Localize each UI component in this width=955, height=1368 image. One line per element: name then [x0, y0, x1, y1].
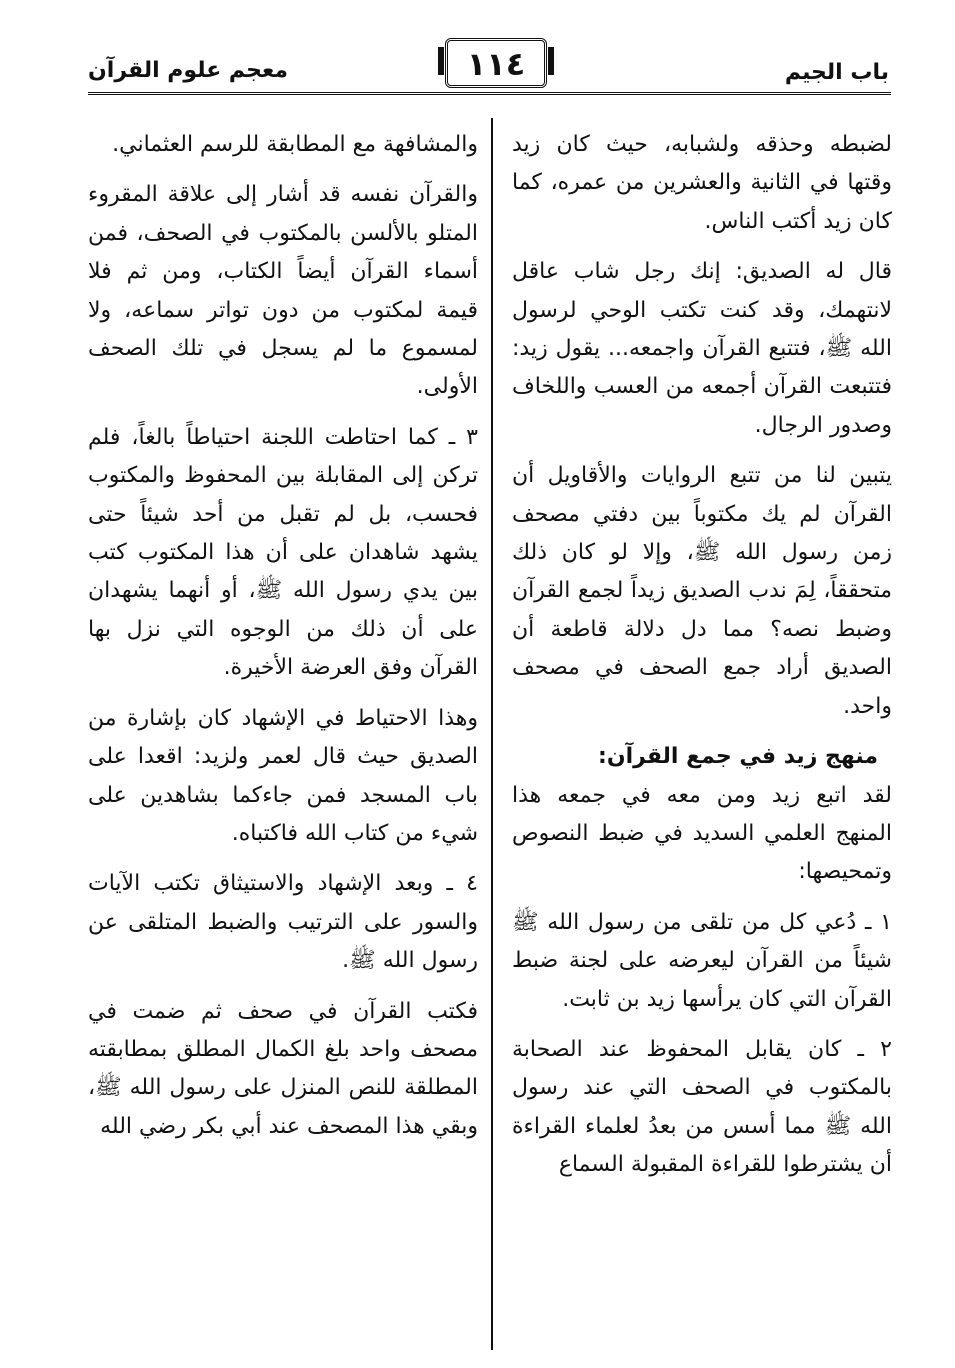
right-column	[512, 126, 892, 1197]
paragraph: لقد اتبع زيد ومن معه في جمعه هذا المنهج العلمي السديد في ضبط النصوص وتمحيصها:	[512, 782, 892, 885]
column-divider	[491, 118, 493, 1350]
paragraph: قال له الصديق: إنك رجل شاب عاقل لانتهمك، وقد كنت تكتب الوحي لرسول الله ﷺ، فتتبع القرآن واجمعه... يقول زيد: فتتبعت القرآن أجمعه من العسب واللخاف وصدور الرجال.	[512, 259, 892, 438]
paragraph: والمشافهة مع المطابقة للرسم العثماني.	[112, 132, 478, 157]
book-title: معجم علوم القرآن	[88, 58, 289, 83]
header-divider	[88, 92, 891, 95]
paragraph: فكتب القرآن في صحف ثم ضمت في مصحف واحد بلغ الكمال المطلق بمطابقته المطلقة للنص المنزل على رسول الله ﷺ، وبقي هذا المصحف عند أبي بكر رضي الله	[88, 998, 478, 1139]
paragraph: وهذا الاحتياط في الإشهاد كان بإشارة من الصديق حيث قال لعمر ولزيد: اقعدا على باب المسجد فمن جاءكما بشاهدين على شيء من كتاب الله فاكتباه.	[88, 705, 478, 846]
chapter-title: باب الجيم	[784, 60, 889, 85]
section-heading: منهج زيد في جمع القرآن:	[598, 744, 878, 770]
paragraph: ٤ ـ وبعد الإشهاد والاستيثاق تكتب الآيات والسور على الترتيب والضبط المتلقى عن رسول الله ﷺ.	[88, 871, 478, 974]
paragraph: لضبطه وحذقه ولشبابه، حيث كان زيد وقتها في الثانية والعشرين من عمره، كما كان زيد أكتب الناس.	[512, 132, 892, 234]
page-number: ١١٤	[466, 45, 526, 83]
paragraph: يتبين لنا من تتبع الروايات والأقاويل أن القرآن لم يك مكتوباً بين دفتي مصحف زمن رسول الله ﷺ، وإلا لو كان ذلك متحققاً، لِمَ ندب الصديق زيداً لجمع القرآن وضبط نصه؟ مما دل دلالة قاطعة أن الصديق أراد جمع الصحف في مصحف واحد.	[512, 463, 892, 719]
paragraph: ١ ـ دُعي كل من تلقى من رسول الله ﷺ شيئاً من القرآن ليعرضه على لجنة ضبط القرآن التي كان يرأسها زيد بن ثابت.	[512, 909, 892, 1012]
paragraph: والقرآن نفسه قد أشار إلى علاقة المقروء المتلو بالألسن بالمكتوب في الصحف، فمن أسماء القرآن أيضاً الكتاب، ومن ثم فلا قيمة لمكتوب من دون تواتر سماعه، ولا لمسموع ما لم يسجل في تلك الصحف الأولى.	[88, 182, 478, 400]
paragraph: ٣ ـ كما احتاطت اللجنة احتياطاً بالغاً، فلم تركن إلى المقابلة بين المحفوظ والمكتوب فحسب، بل لم تقبل من أحد شيئاً حتى يشهد شاهدان على أن هذا المكتوب كتب بين يدي رسول الله ﷺ، أو أنهما يشهدان على أن ذلك من الوجوه التي نزل بها القرآن وفق العرضة الأخيرة.	[88, 424, 478, 681]
left-column	[88, 126, 478, 1158]
paragraph: ٢ ـ كان يقابل المحفوظ عند الصحابة بالمكتوب في الصحف التي عند رسول الله ﷺ مما أسس من بعدُ لعلماء القراءة أن يشترطوا للقراءة المقبولة السماع	[512, 1036, 892, 1178]
page-number-frame	[445, 38, 547, 88]
